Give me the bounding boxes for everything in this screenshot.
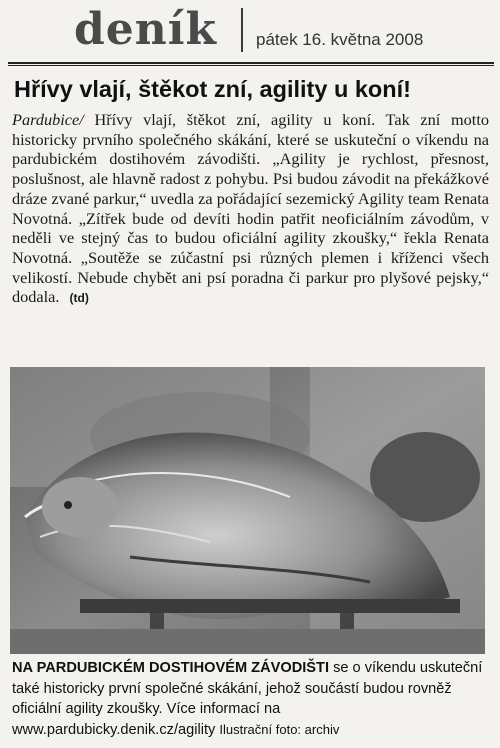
article-headline: Hřívy vlají, štěkot zní, agility u koní! <box>14 76 411 102</box>
top-rule-thin <box>8 65 494 66</box>
article-body <box>12 110 489 309</box>
author-signature: (td) <box>69 291 89 306</box>
dog-jumping-photo-icon <box>10 367 485 654</box>
newspaper-header <box>0 0 500 60</box>
dateline-place: Pardubice/ <box>12 110 84 129</box>
issue-date: pátek 16. května 2008 <box>256 30 424 49</box>
caption-lead: NA PARDUBICKÉM DOSTIHOVÉM ZÁVODIŠTI <box>12 660 330 676</box>
caption-text: se o víkendu uskuteční také historicky první společné skákání, jehož součástí budou rovněž oficiální agility zkoušky. Více informací na www.pardubicky.denik.cz/agility <box>12 660 483 738</box>
photo-credit: Ilustrační foto: archiv <box>219 721 340 737</box>
article-photo <box>10 367 485 654</box>
top-rule <box>8 62 494 64</box>
header-divider <box>241 8 243 52</box>
photo-caption <box>12 658 484 740</box>
article-text: Hřívy vlají, štěkot zní, agility u koní. Tak zní motto historicky prvního společného skákání, které se uskuteční o víkendu na pardubickém dostihovém závodišti. „Agility je rychlost, přesnost, poslušnost, ale hlavně radost z pohybu. Psi budou závodit na překážkové dráze zvané parkur,“ uvedla za pořádající sezemický Agility team Renata Novotná. „Zítřek bude od devíti hodin patřit neoficiálním závodům, v neděli ve stejný čas to budou oficiální agility zkoušky,“ řekla Renata Novotná. „Soutěže se zúčastní psi různých plemen i kříženci všech velikostí. Nebude chybět ani psí poradna či parkur pro plyšové pejsky,“ dodala. <box>12 110 489 307</box>
masthead-logo: deník <box>74 4 217 55</box>
